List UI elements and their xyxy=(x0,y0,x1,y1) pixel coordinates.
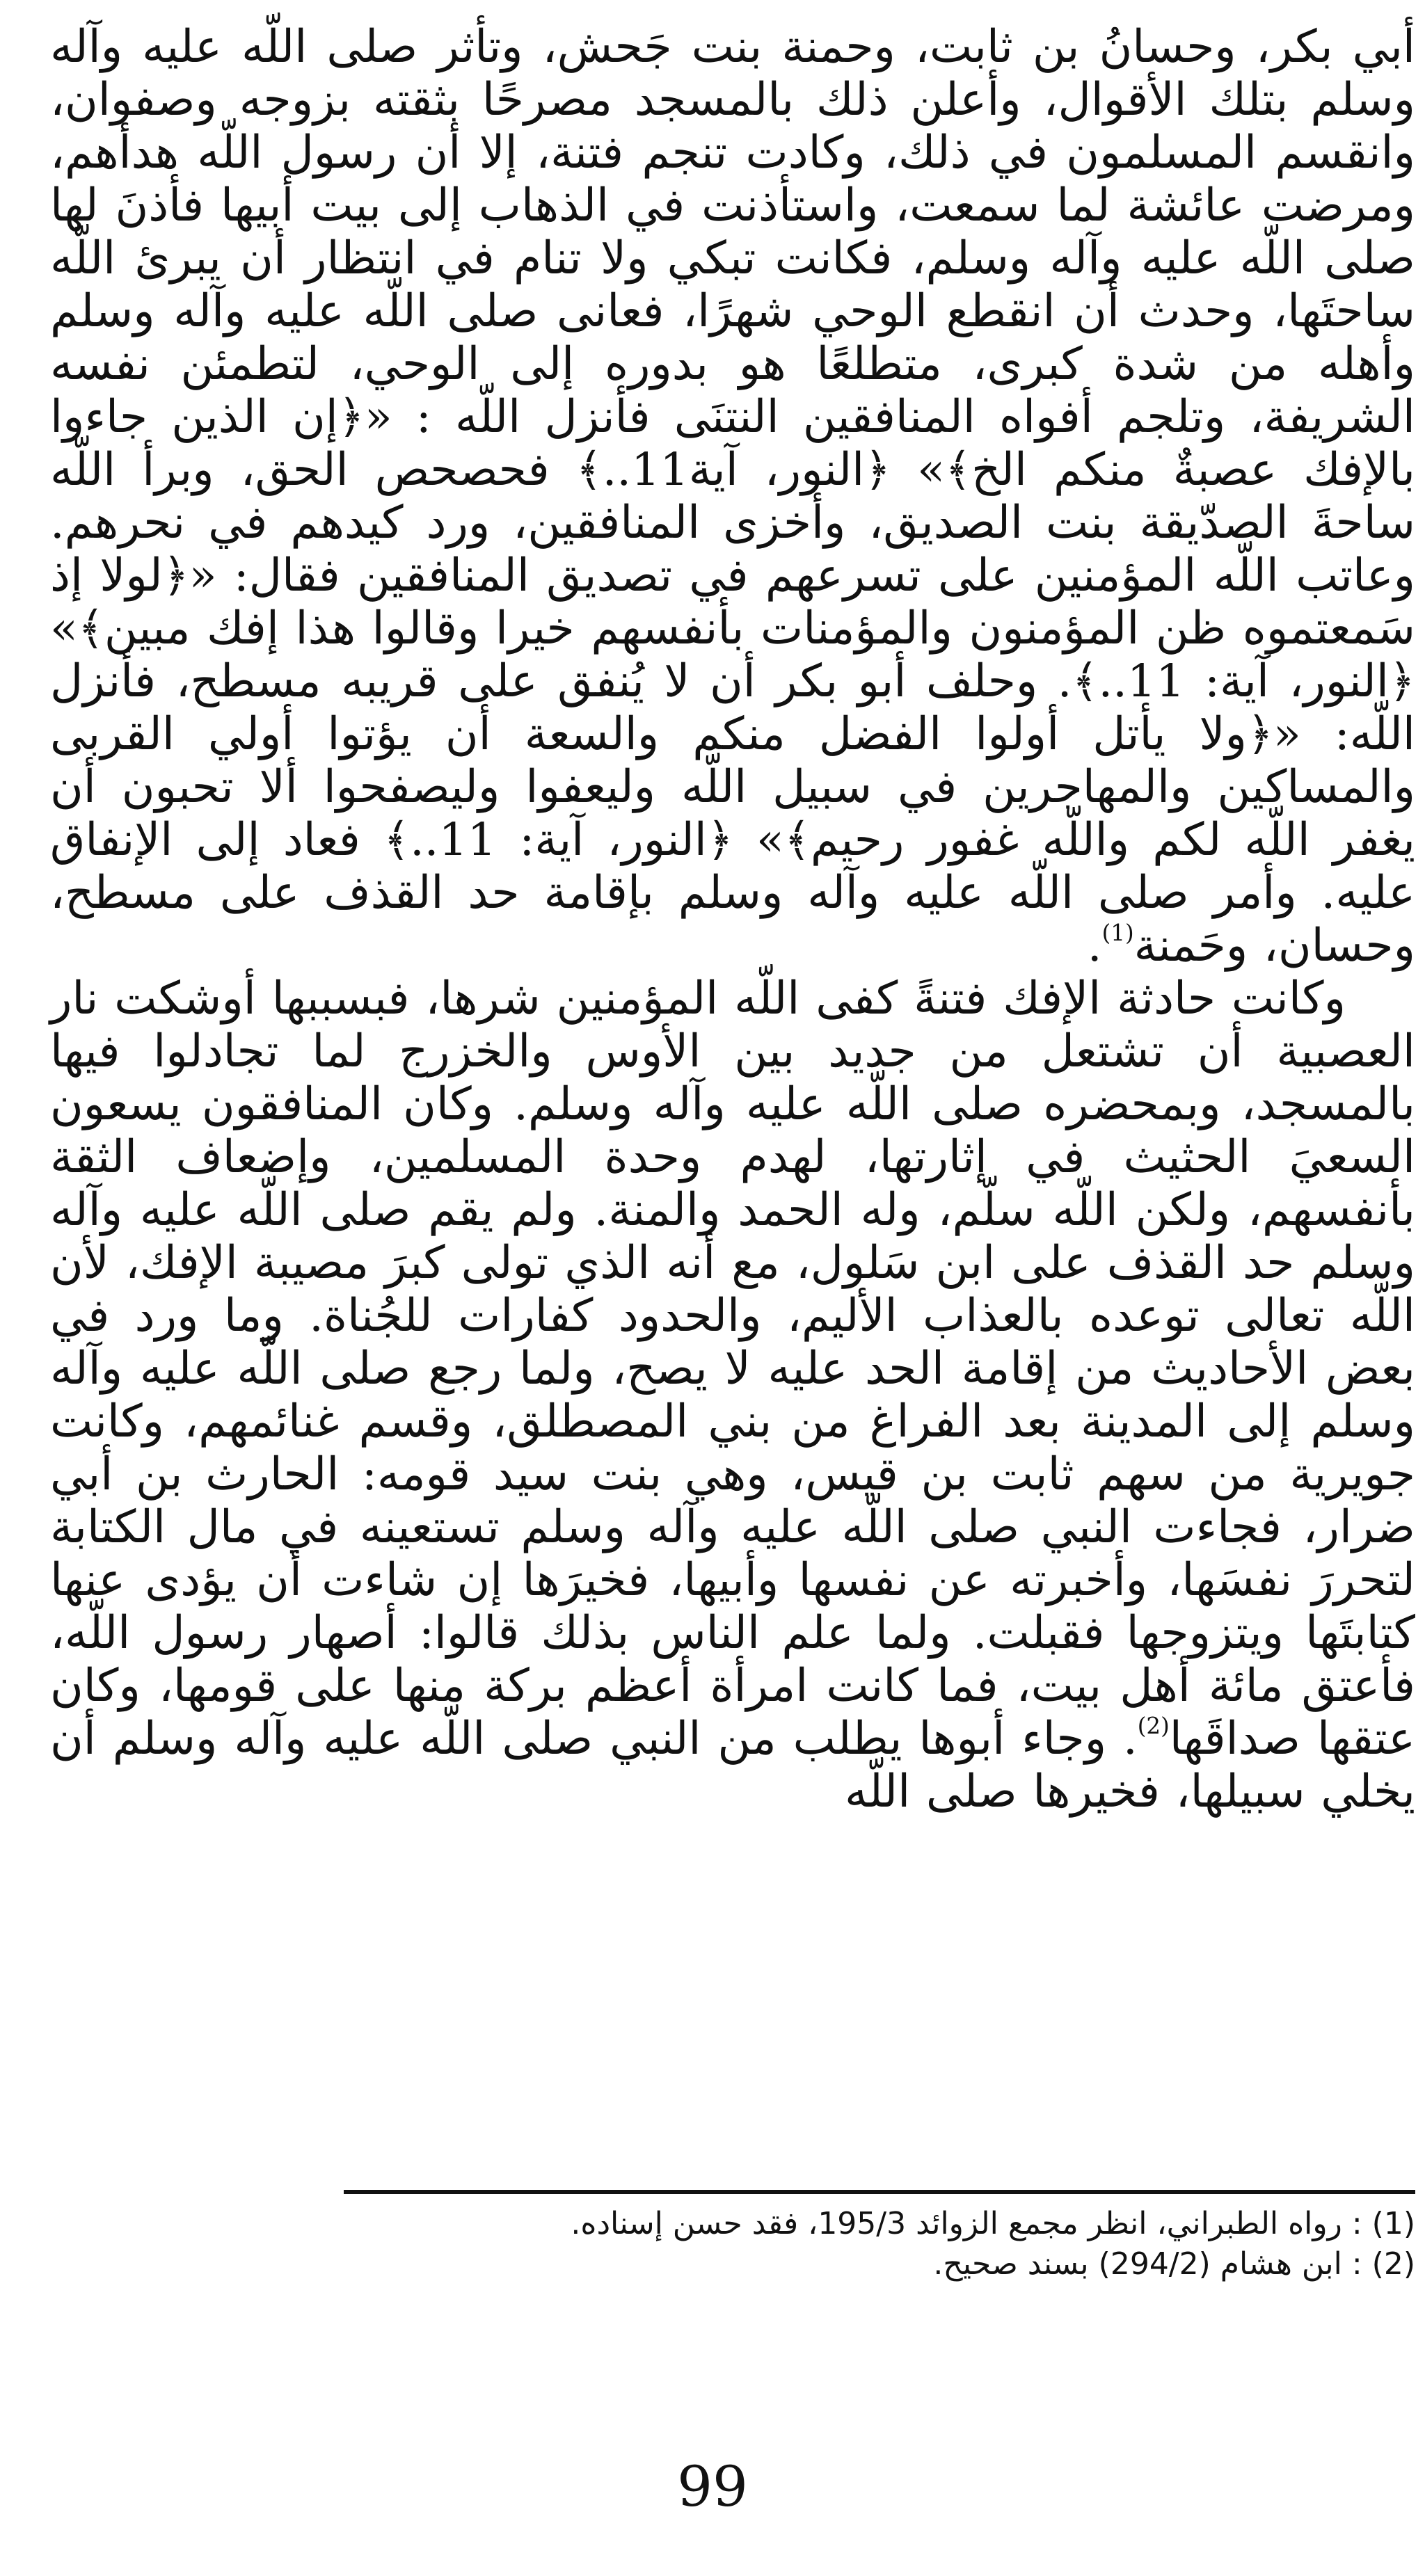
paragraph-2 xyxy=(50,973,1415,1818)
footnote-ref-2: (2) xyxy=(1137,1712,1170,1739)
page-number: 99 xyxy=(677,2454,748,2519)
book-page xyxy=(50,0,1415,2576)
paragraph-2-end: . وجاء أبوها يطلب من النبي صلى اللّه عليه وآله وسلم أن يخلي سبيلها، فخيرها صلى اللّه xyxy=(50,1713,1415,1818)
footnote-marker: (2) xyxy=(1371,2246,1415,2282)
footnote-2 xyxy=(51,2244,1415,2285)
footnote-text: : رواه الطبراني، انظر مجمع الزوائد 195/3، فقد حسن إسناده. xyxy=(571,2206,1372,2241)
footnote-ref-1: (1) xyxy=(1101,919,1134,946)
footnote-1 xyxy=(51,2204,1415,2244)
main-text xyxy=(50,21,1415,1818)
paragraph-1 xyxy=(50,21,1415,973)
paragraph-1-end: . xyxy=(1087,920,1102,972)
footnote-divider xyxy=(344,2190,1415,2194)
footnotes xyxy=(51,2204,1415,2285)
paragraph-2-text: وكانت حادثة الإفك فتنةً كفى اللّه المؤمنين شرها، فبسببها أوشكت نار العصبية أن تشتعل من جديد بين الأوس والخزرج لما تجادلوا فيها بالمسجد، وبمحضره صلى اللّه عليه وآله وسلم. وكان المنافقون يسعون السعيَ الحثيث في إثارتها، لهدم وحدة المسلمين، وإضعاف الثقة بأنفسهم، ولكن اللّه سلّم، وله الحمد والمنة. ولم يقم صلى اللّه عليه وآله وسلم حد القذف على ابن سَلول، مع أنه الذي تولى كبرَ مصيبة الإفك، لأن اللّه تعالى توعده بالعذاب الأليم، والحدود كفارات للجُناة. وما ورد في بعض الأحاديث من إقامة الحد عليه لا يصح، ولما رجع صلى اللّه عليه وآله وسلم إلى المدينة بعد الفراغ من بني المصطلق، وقسم غنائمهم، وكانت جويرية من سهم ثابت بن قيس، وهي بنت سيد قومه: الحارث بن أبي ضرار، فجاءت النبي صلى اللّه عليه وآله وسلم تستعينه في مال الكتابة لتحررَ نفسَها، وأخبرته عن نفسها وأبيها، فخيرَها إن شاءت أن يؤدى عنها كتابتَها ويتزوجها فقبلت. ولما علم الناس بذلك قالوا: أصهار رسول اللّه، فأعتق مائة أهل بيت، فما كانت امرأة أعظم بركة منها على قومها، وكان عتقها صداقَها xyxy=(50,973,1415,1765)
footnote-marker: (1) xyxy=(1371,2206,1415,2241)
paragraph-1-text: أبي بكر، وحسانُ بن ثابت، وحمنة بنت جَحش، وتأثر صلى اللّه عليه وآله وسلم بتلك الأقوال، وأعلن ذلك بالمسجد مصرحًا بثقته بزوجه وصفوان، وانقسم المسلمون في ذلك، وكادت تنجم فتنة، إلا أن رسول اللّه هدأهم، ومرضت عائشة لما سمعت، واستأذنت في الذهاب إلى بيت أبيها فأذنَ لها صلى اللّه عليه وآله وسلم، فكانت تبكي ولا تنام في انتظار أن يبرئ اللّه ساحتَها، وحدث أن انقطع الوحي شهرًا، فعانى صلى اللّه عليه وآله وسلم وأهله من شدة كبرى، متطلعًا هو بدوره إلى الوحي، لتطمئن نفسه الشريفة، وتلجم أفواه المنافقين النتنَى فأنزل اللّه : «﴿إن الذين جاءوا بالإفك عصبةٌ منكم الخ﴾» ﴿النور، آية11..﴾ فحصحص الحق، وبرأ اللّه ساحةَ الصدّيقة بنت الصديق، وأخزى المنافقين، ورد كيدهم في نحرهم. وعاتب اللّه المؤمنين على تسرعهم في تصديق المنافقين فقال: «﴿لولا إذ سَمعتموه ظن المؤمنون والمؤمنات بأنفسهم خيرا وقالوا هذا إفك مبين﴾» ﴿النور، آية: 11..﴾. وحلف أبو بكر أن لا يُنفق على قريبه مسطح، فأنزل اللّه: «﴿ولا يأتل أولوا الفضل منكم والسعة أن يؤتوا أولي القربى والمساكين والمهاجرين في سبيل اللّه وليعفوا وليصفحوا ألا تحبون أن يغفر اللّه لكم واللّه غفور رحيم﴾» ﴿النور، آية: 11..﴾ فعاد إلى الإنفاق عليه. وأمر صلى اللّه عليه وآله وسلم بإقامة حد القذف على مسطح، وحسان، وحَمنة xyxy=(50,21,1416,972)
footnote-text: : ابن هشام (294/2) بسند صحيح. xyxy=(933,2246,1372,2282)
